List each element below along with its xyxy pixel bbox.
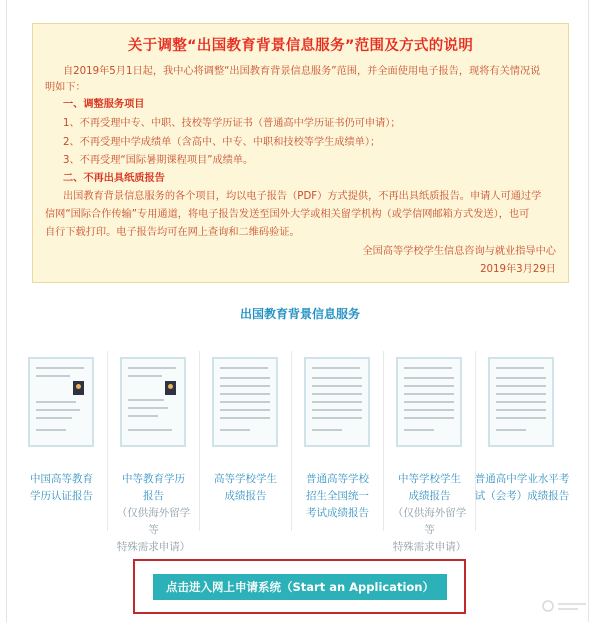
photo-icon [73, 381, 84, 395]
service-card-label [112, 471, 195, 556]
card-note-2: 特殊需求申请） [116, 541, 191, 553]
notice-intro-line-1: 自2019年5月1日起，我中心将调整“出国教育背景信息服务”范围，并全面使用电子报告，现将有关情况说 [63, 66, 541, 77]
notice-panel [32, 23, 569, 283]
card-note-1: （仅供海外留学等 [392, 507, 467, 536]
notice-section-1-heading: 一、调整服务项目 [63, 99, 145, 110]
service-card-academic-proficiency[interactable] [474, 345, 570, 535]
service-card-higher-ed-transcript[interactable] [204, 345, 287, 535]
card-line-1: 高等学校学生 [214, 473, 277, 485]
notice-intro-line-2: 明如下： [45, 82, 86, 93]
card-line-2: 试（会考）成绩报告 [474, 490, 570, 502]
service-card-label [204, 471, 287, 505]
start-application-button[interactable]: 点击进入网上申请系统（Start an Application） [153, 574, 447, 600]
notice-paragraph-line-3: 自行下载打印。电子报告均可在网上查询和二维码验证。 [45, 227, 300, 238]
card-note-2: 特殊需求申请） [392, 541, 467, 553]
card-note-1: （仅供海外留学等 [116, 507, 191, 536]
certificate-thumbnail [304, 357, 370, 447]
notice-paragraph-line-2: 信网“国际合作传输”专用通道，将电子报告发送至国外大学或相关留学机构（或学信网邮箱方式发送），也可 [45, 209, 530, 220]
card-divider [107, 351, 108, 531]
notice-item-2: 2、不再受理中学成绩单（含高中、中专、中职和技校等学生成绩单）； [63, 137, 381, 148]
notice-date: 2019年3月29日 [480, 264, 556, 275]
card-line-2: 成绩报告 [224, 490, 267, 502]
service-card-label [388, 471, 471, 556]
service-card-gaokao-scores[interactable] [296, 345, 379, 535]
service-card-secondary-education[interactable] [112, 345, 195, 553]
card-divider [199, 351, 200, 531]
service-card-secondary-transcript[interactable] [388, 345, 471, 553]
card-line-3: 考试成绩报告 [306, 507, 369, 519]
service-card-label [20, 471, 103, 505]
service-card-label [472, 471, 572, 505]
card-line-1: 中等教育学历 [122, 473, 185, 485]
watermark-logo [540, 596, 590, 616]
card-divider [383, 351, 384, 531]
card-line-1: 中国高等教育 [30, 473, 93, 485]
service-card-label [296, 471, 379, 522]
service-card-degree-certification[interactable] [20, 345, 103, 535]
card-line-1: 普通高中学业水平考 [474, 473, 570, 485]
notice-section-2-heading: 二、不再出具纸质报告 [63, 173, 165, 184]
certificate-thumbnail [488, 357, 554, 447]
notice-item-1: 1、不再受理中专、中职、技校等学历证书（普通高中学历证书仍可申请）； [63, 118, 401, 129]
card-divider [291, 351, 292, 531]
notice-paragraph-line-1: 出国教育背景信息服务的各个项目，均以电子报告（PDF）方式提供，不再出具纸质报告。申请人可通过学 [63, 191, 542, 202]
apply-highlight-box [133, 559, 466, 614]
card-line-1: 中等学校学生 [398, 473, 461, 485]
card-line-1: 普通高等学校 [306, 473, 369, 485]
card-line-2: 成绩报告 [408, 490, 451, 502]
notice-signature: 全国高等学校学生信息咨询与就业指导中心 [362, 246, 556, 257]
certificate-thumbnail [396, 357, 462, 447]
notice-item-3: 3、不再受理“国际暑期课程项目”成绩单。 [63, 155, 254, 166]
notice-title: 关于调整“出国教育背景信息服务”范围及方式的说明 [127, 38, 474, 54]
certificate-thumbnail [120, 357, 186, 447]
photo-icon [165, 381, 176, 395]
card-line-2: 招生全国统一 [306, 490, 369, 502]
certificate-thumbnail [212, 357, 278, 447]
service-cards [0, 345, 600, 553]
certificate-thumbnail [28, 357, 94, 447]
card-line-2: 报告 [143, 490, 164, 502]
card-line-2: 学历认证报告 [30, 490, 93, 502]
services-title: 出国教育背景信息服务 [239, 307, 360, 321]
